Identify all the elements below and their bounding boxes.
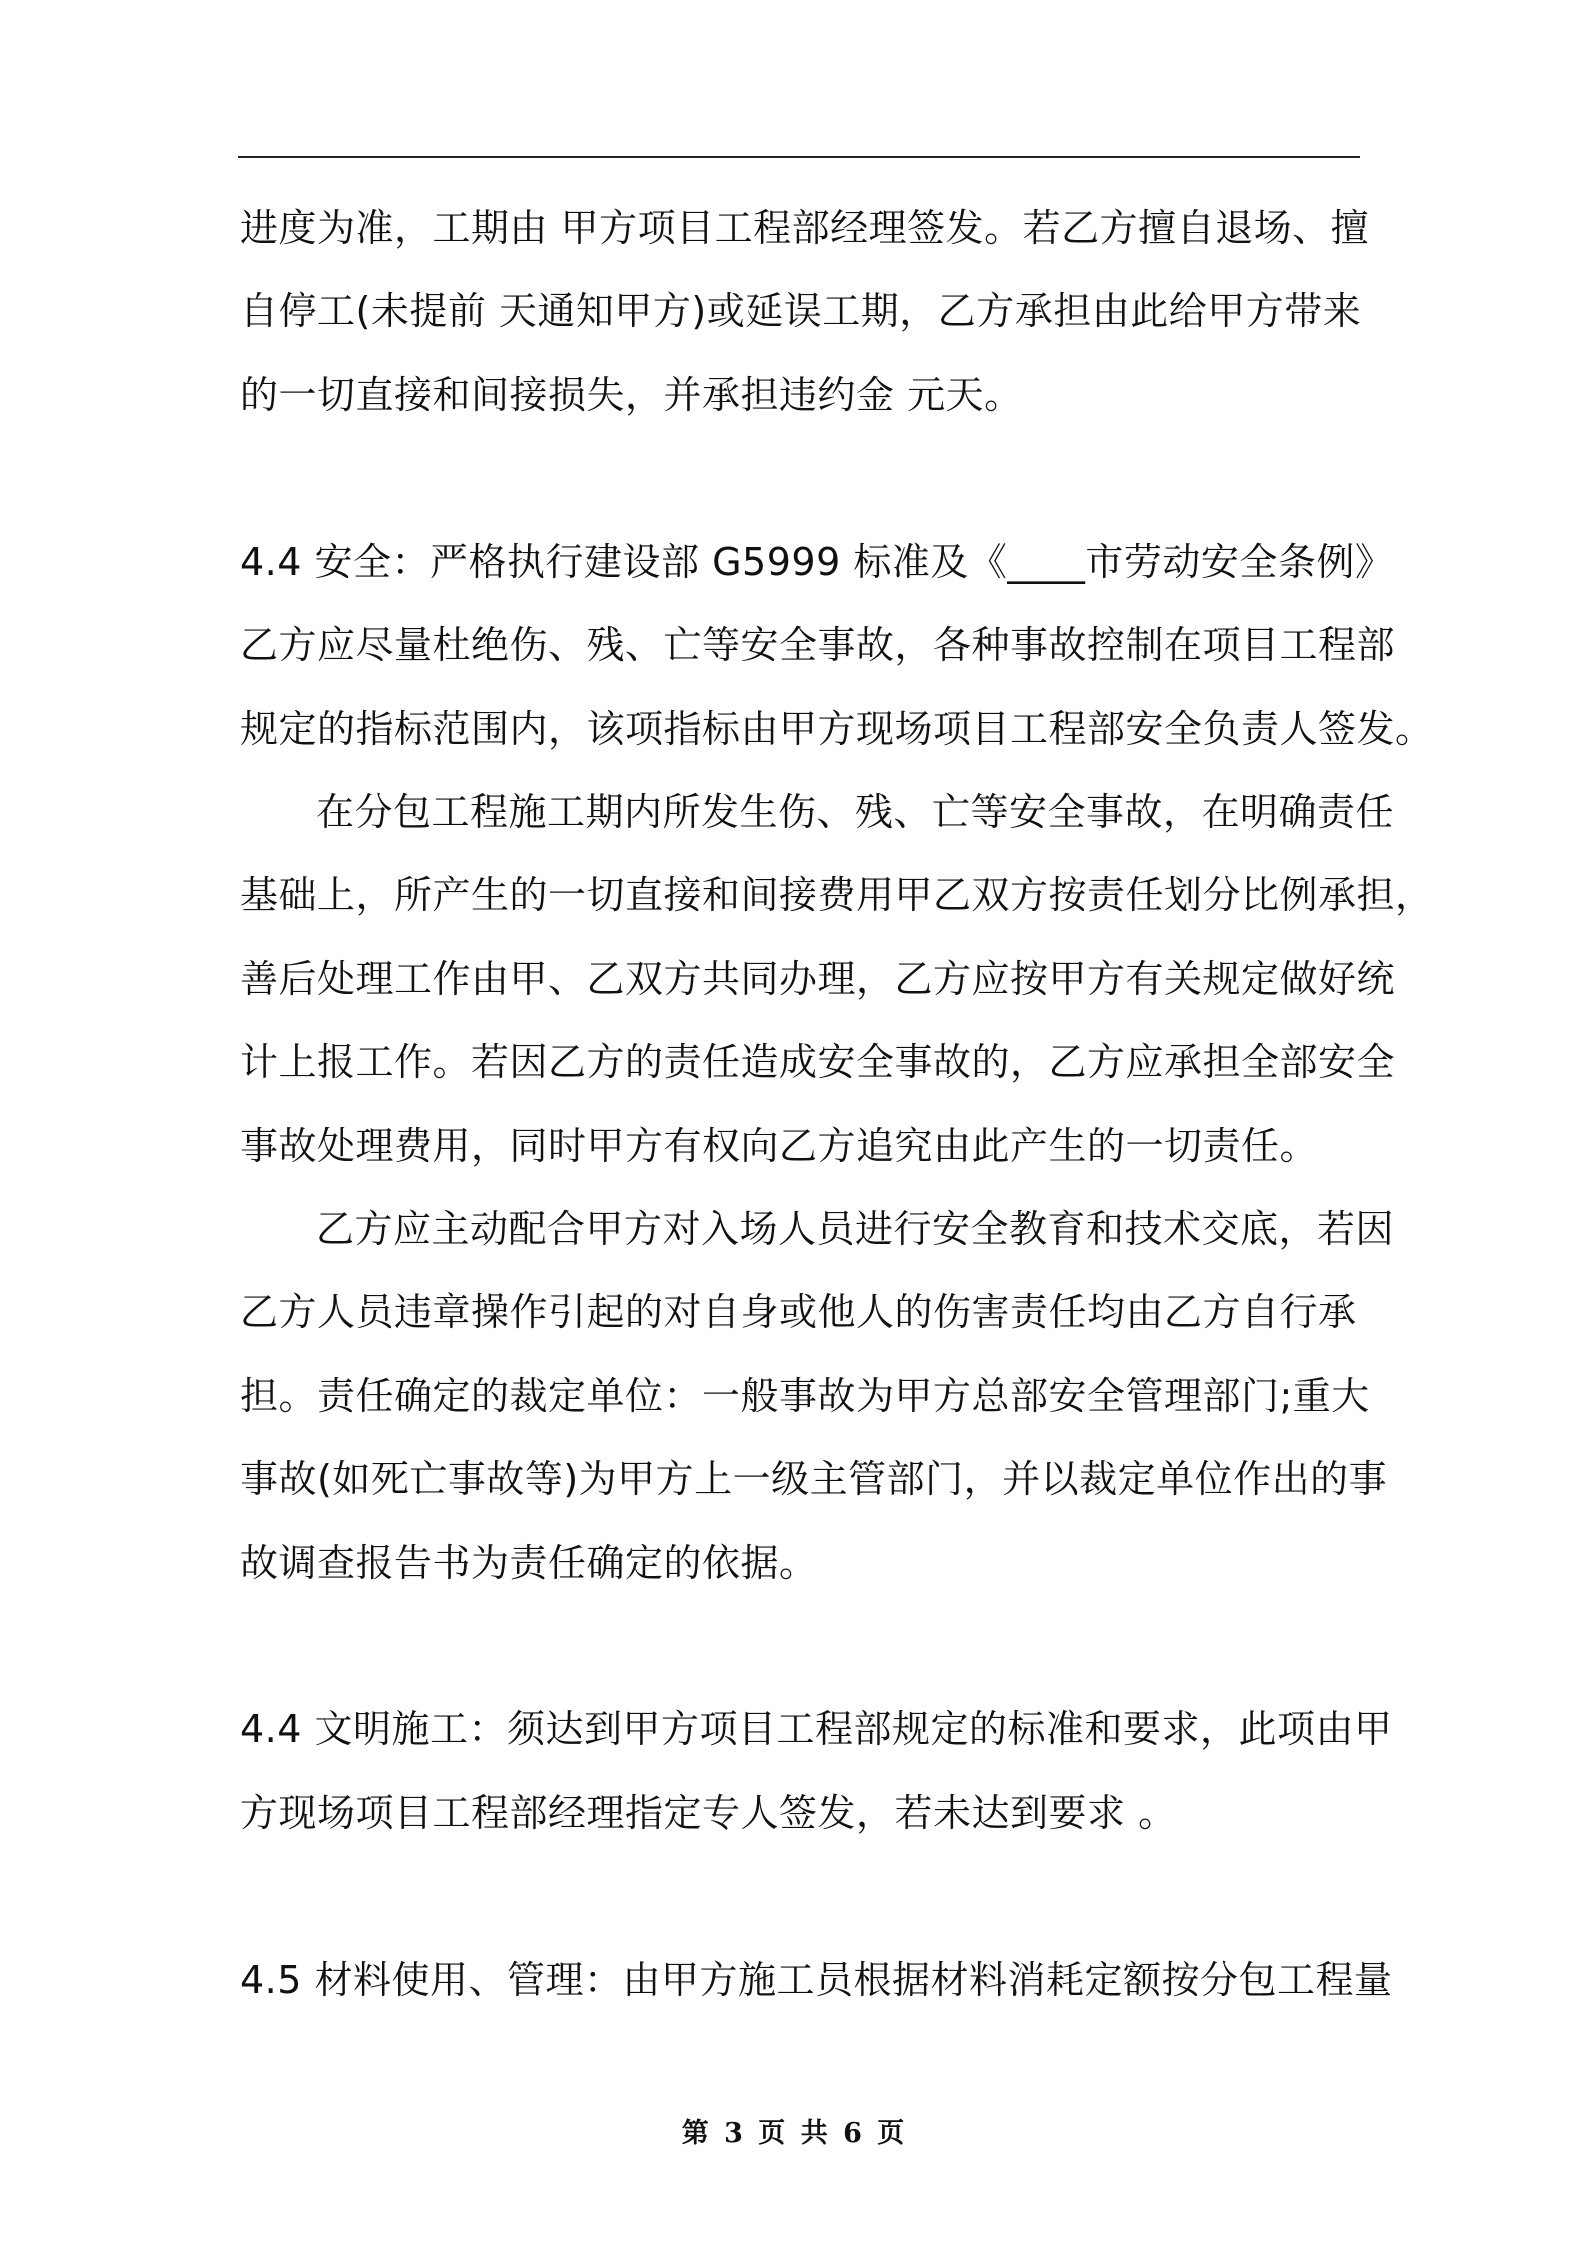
section-heading-civilized-construction: 4.4 文明施工：须达到甲方项目工程部规定的标准和要求，此项由甲: [240, 1707, 1393, 1751]
paragraph-line: 乙方应尽量杜绝伤、残、亡等安全事故，各种事故控制在项目工程部: [240, 623, 1396, 667]
paragraph-line: 乙方人员违章操作引起的对自身或他人的伤害责任均由乙方自行承: [240, 1290, 1357, 1334]
paragraph-line: 善后处理工作由甲、乙双方共同办理，乙方应按甲方有关规定做好统: [240, 957, 1396, 1001]
section-heading-materials: 4.5 材料使用、管理：由甲方施工员根据材料消耗定额按分包工程量: [240, 1958, 1393, 2002]
page-number: 第 3 页 共 6 页: [681, 2118, 905, 2149]
paragraph-line: 的一切直接和间接损失，并承担违约金 元天。: [240, 373, 1023, 417]
paragraph-line: 担。责任确定的裁定单位：一般事故为甲方总部安全管理部门;重大: [240, 1374, 1370, 1418]
paragraph-line: 在分包工程施工期内所发生伤、残、亡等安全事故，在明确责任: [316, 790, 1395, 834]
paragraph-line: 乙方应主动配合甲方对入场人员进行安全教育和技术交底，若因: [316, 1207, 1395, 1251]
paragraph-line: 方现场项目工程部经理指定专人签发，若未达到要求 。: [240, 1791, 1177, 1835]
paragraph-line: 事故(如死亡事故等)为甲方上一级主管部门，并以裁定单位作出的事: [240, 1457, 1388, 1501]
header-rule: [238, 156, 1360, 158]
section-heading-safety: 4.4 安全：严格执行建设部 G5999 标准及《____市劳动安全条例》: [240, 540, 1394, 584]
paragraph-line: 事故处理费用，同时甲方有权向乙方追究由此产生的一切责任。: [240, 1124, 1319, 1168]
paragraph-line: 计上报工作。若因乙方的责任造成安全事故的，乙方应承担全部安全: [240, 1040, 1396, 1084]
paragraph-line: 规定的指标范围内，该项指标由甲方现场项目工程部安全负责人签发。: [240, 707, 1434, 751]
paragraph-line: 故调查报告书为责任确定的依据。: [240, 1541, 818, 1585]
paragraph-line: 进度为准，工期由 甲方项目工程部经理签发。若乙方擅自退场、擅: [240, 206, 1370, 250]
paragraph-line: 自停工(未提前 天通知甲方)或延误工期，乙方承担由此给甲方带来: [240, 289, 1362, 333]
paragraph-line: 基础上，所产生的一切直接和间接费用甲乙双方按责任划分比例承担，: [240, 873, 1434, 917]
